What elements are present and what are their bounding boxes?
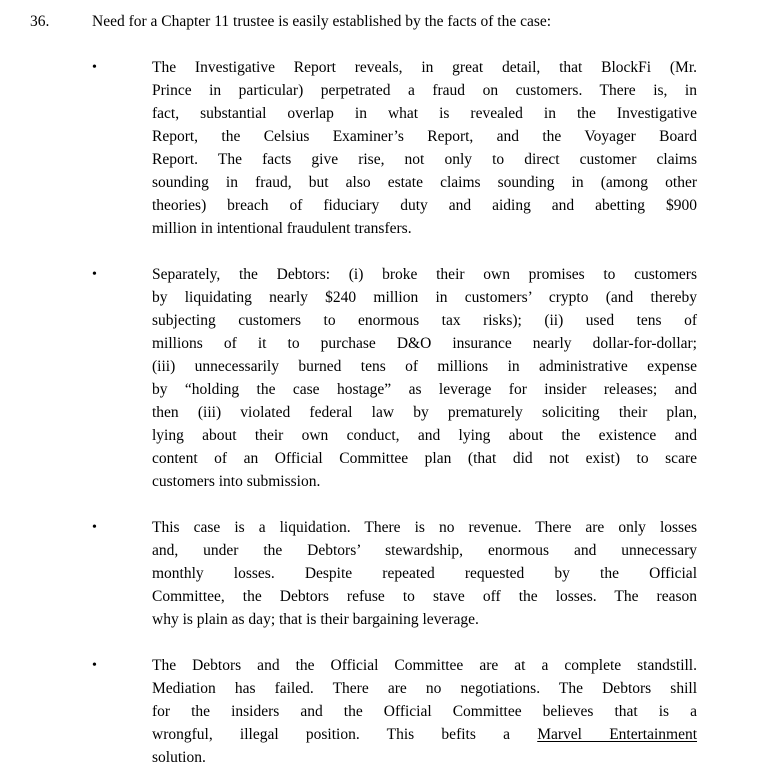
- bullet-paragraph: [152, 654, 697, 769]
- bullet-icon: •: [92, 520, 97, 535]
- bullet-paragraph: [152, 56, 697, 240]
- text-line: (iii) unnecessarily burned tens of millions in administrative expense: [152, 358, 697, 375]
- paragraph-heading: Need for a Chapter 11 trustee is easily established by the facts of the case:: [92, 13, 552, 30]
- text-line: and, under the Debtors’ stewardship, enormous and unnecessary: [152, 542, 697, 559]
- text-line: The Investigative Report reveals, in great detail, that BlockFi (Mr.: [152, 59, 697, 76]
- bullet-icon: •: [92, 658, 97, 673]
- text-line: Report. The facts give rise, not only to direct customer claims: [152, 151, 697, 168]
- text-line: Report, the Celsius Examiner’s Report, and the Voyager Board: [152, 128, 697, 145]
- text-line: This case is a liquidation. There is no revenue. There are only losses: [152, 519, 697, 536]
- text-line: by liquidating nearly $240 million in customers’ crypto (and thereby: [152, 289, 697, 306]
- text-line: monthly losses. Despite repeated requested by the Official: [152, 565, 697, 582]
- bullet-item: [92, 516, 768, 631]
- paragraph-36: [0, 10, 768, 33]
- text-line: theories) breach of fiduciary duty and aiding and abetting $900: [152, 197, 697, 214]
- text-line: Mediation has failed. There are no negotiations. The Debtors shill: [152, 680, 697, 697]
- text-line: customers into submission.: [152, 473, 321, 490]
- text-line: The Debtors and the Official Committee are at a complete standstill.: [152, 657, 697, 674]
- bullet-item: [92, 263, 768, 493]
- text-line: by “holding the case hostage” as leverage for insider releases; and: [152, 381, 697, 398]
- text-line: subjecting customers to enormous tax risks); (ii) used tens of: [152, 312, 697, 329]
- text-line: fact, substantial overlap in what is revealed in the Investigative: [152, 105, 697, 122]
- paragraph-number: 36.: [30, 13, 50, 30]
- text-line: content of an Official Committee plan (that did not exist) to scare: [152, 450, 697, 467]
- bullet-icon: •: [92, 60, 97, 75]
- text-line: Prince in particular) perpetrated a fraud on customers. There is, in: [152, 82, 697, 99]
- text-line: millions of it to purchase D&O insurance nearly dollar-for-dollar;: [152, 335, 697, 352]
- text-line: million in intentional fraudulent transfers.: [152, 220, 412, 237]
- text-line: for the insiders and the Official Committee believes that is a: [152, 703, 697, 720]
- text-line: sounding in fraud, but also estate claims sounding in (among other: [152, 174, 697, 191]
- text-line: Committee, the Debtors refuse to stave off the losses. The reason: [152, 588, 697, 605]
- bullet-icon: •: [92, 267, 97, 282]
- bullet-paragraph: [152, 263, 697, 493]
- bullet-list: [0, 56, 768, 769]
- text-line: solution.: [152, 749, 206, 766]
- text-line: wrongful, illegal position. This befits a Marvel Entertainment: [152, 726, 698, 743]
- bullet-paragraph: [152, 516, 697, 631]
- text-line: then (iii) violated federal law by prematurely soliciting their plan,: [152, 404, 697, 421]
- text-line: Separately, the Debtors: (i) broke their own promises to customers: [152, 266, 697, 283]
- bullet-item: [92, 654, 768, 769]
- bullet-item: [92, 56, 768, 240]
- text-line: lying about their own conduct, and lying about the existence and: [152, 427, 697, 444]
- text-line: why is plain as day; that is their bargaining leverage.: [152, 611, 479, 628]
